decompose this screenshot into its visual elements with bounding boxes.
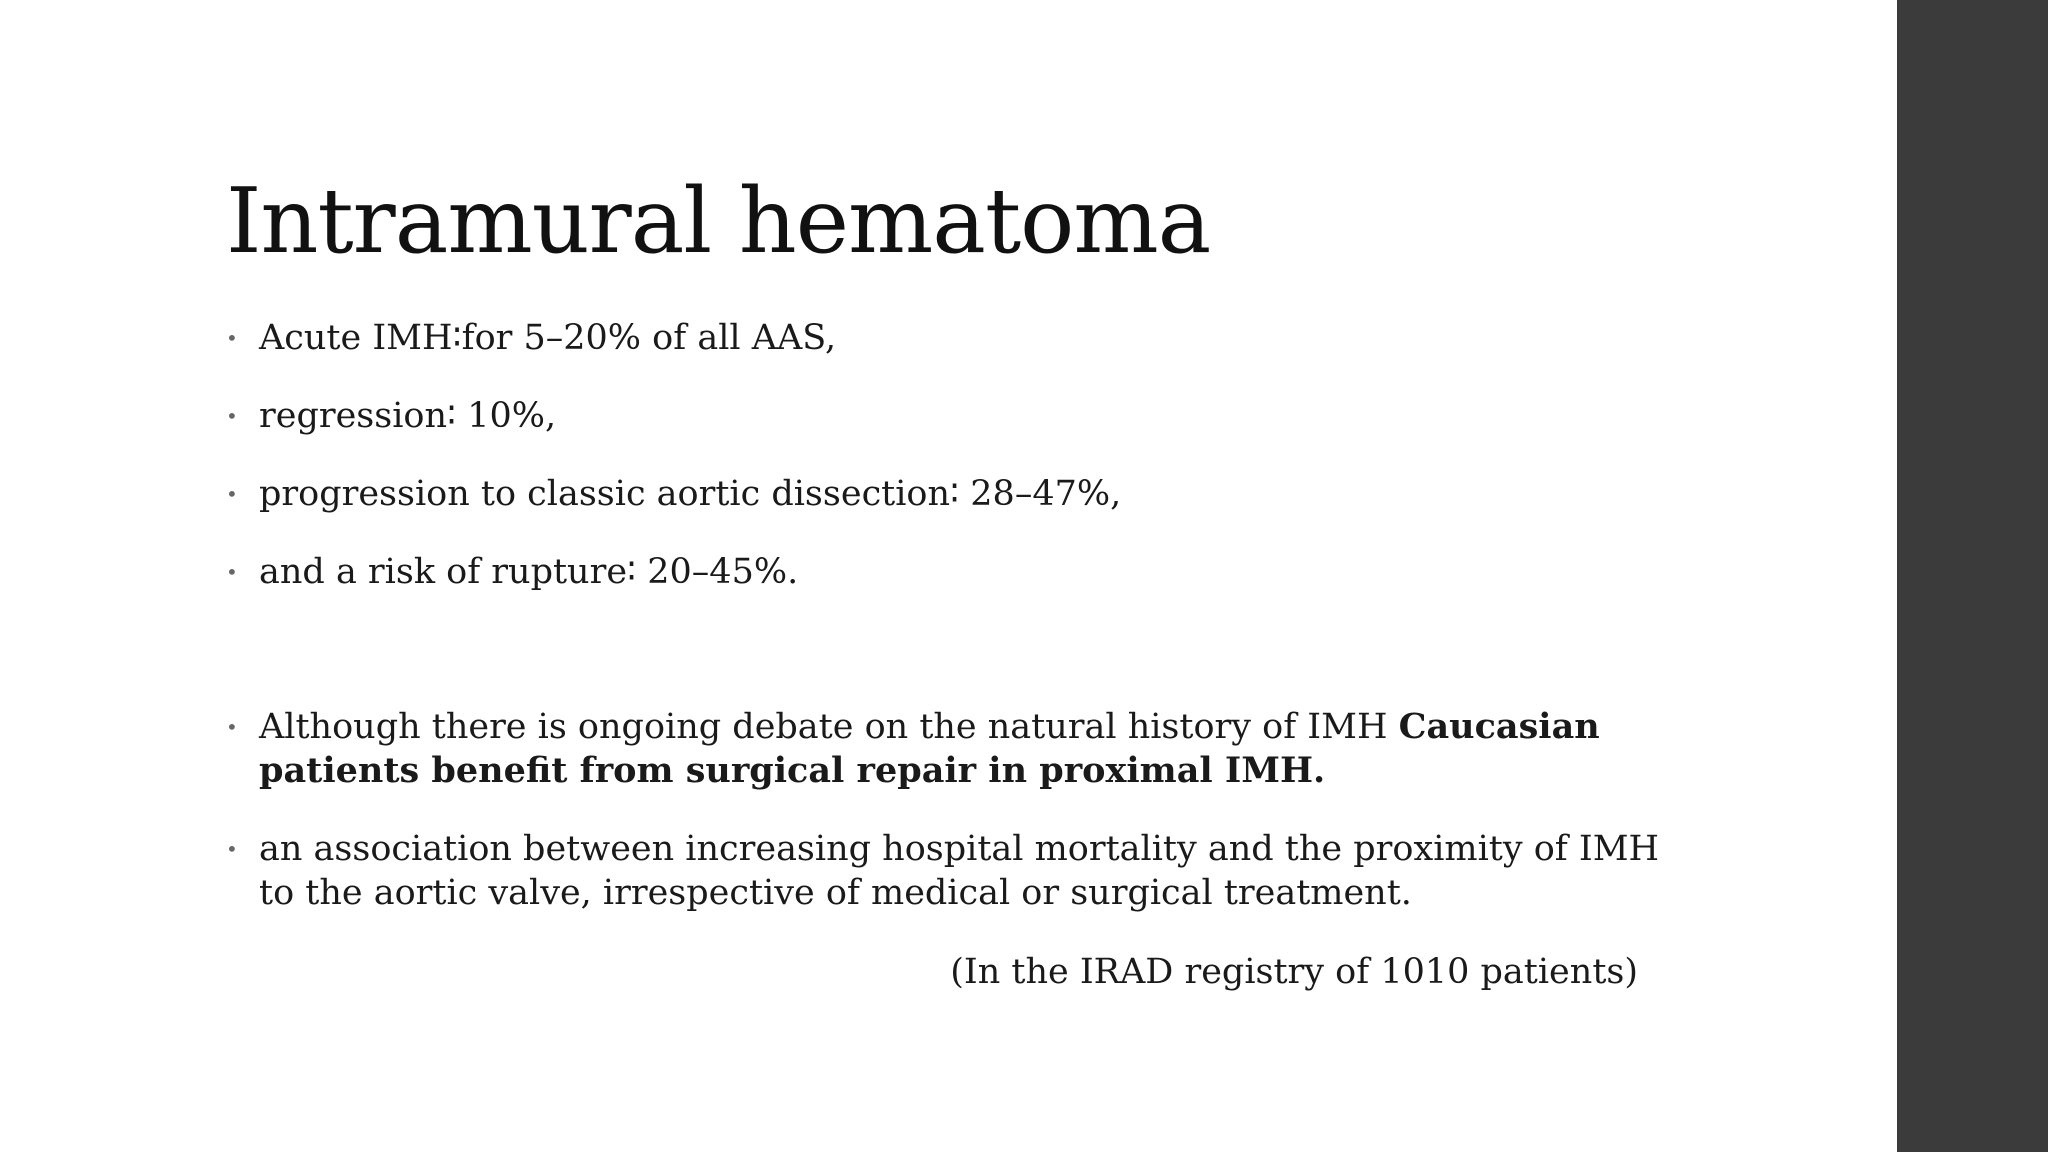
bullet-dot-icon: • xyxy=(226,404,238,428)
slide-title: Intramural hematoma xyxy=(226,169,1211,274)
bullet-dot-icon: • xyxy=(226,837,238,861)
bullet-text: and a risk of rupture∶ 20–45%. xyxy=(259,552,799,592)
bullet-dot-icon: • xyxy=(226,715,238,739)
bullet-item xyxy=(226,705,1679,793)
bullet-emphasis: Caucasian patients benefit from surgical repair in proximal IMH. xyxy=(259,706,1600,791)
side-accent-bar xyxy=(1897,0,2048,1152)
bullet-dot-icon: • xyxy=(226,560,238,584)
bullet-text: progression to classic aortic dissection∶ 28–47%, xyxy=(259,474,1122,514)
bullet-text: Although there is ongoing debate on the natural history of IMH xyxy=(259,707,1399,747)
bullet-item xyxy=(226,827,1679,915)
bullet-text: regression∶ 10%, xyxy=(259,396,557,436)
bullet-text: Acute IMH∶for 5–20% of all AAS, xyxy=(259,318,837,358)
source-note: (In the IRAD registry of 1010 patients) xyxy=(950,952,1638,992)
bullet-text: an association between increasing hospital mortality and the proximity of IMH to the aortic valve, irrespective of medical or surgical treatment. xyxy=(259,829,1660,913)
bullet-item xyxy=(226,550,1679,594)
bullet-dot-icon: • xyxy=(226,482,238,506)
bullet-item xyxy=(226,472,1679,516)
bullet-item xyxy=(226,394,1679,438)
bullet-dot-icon: • xyxy=(226,326,238,350)
bullet-item xyxy=(226,316,1679,360)
